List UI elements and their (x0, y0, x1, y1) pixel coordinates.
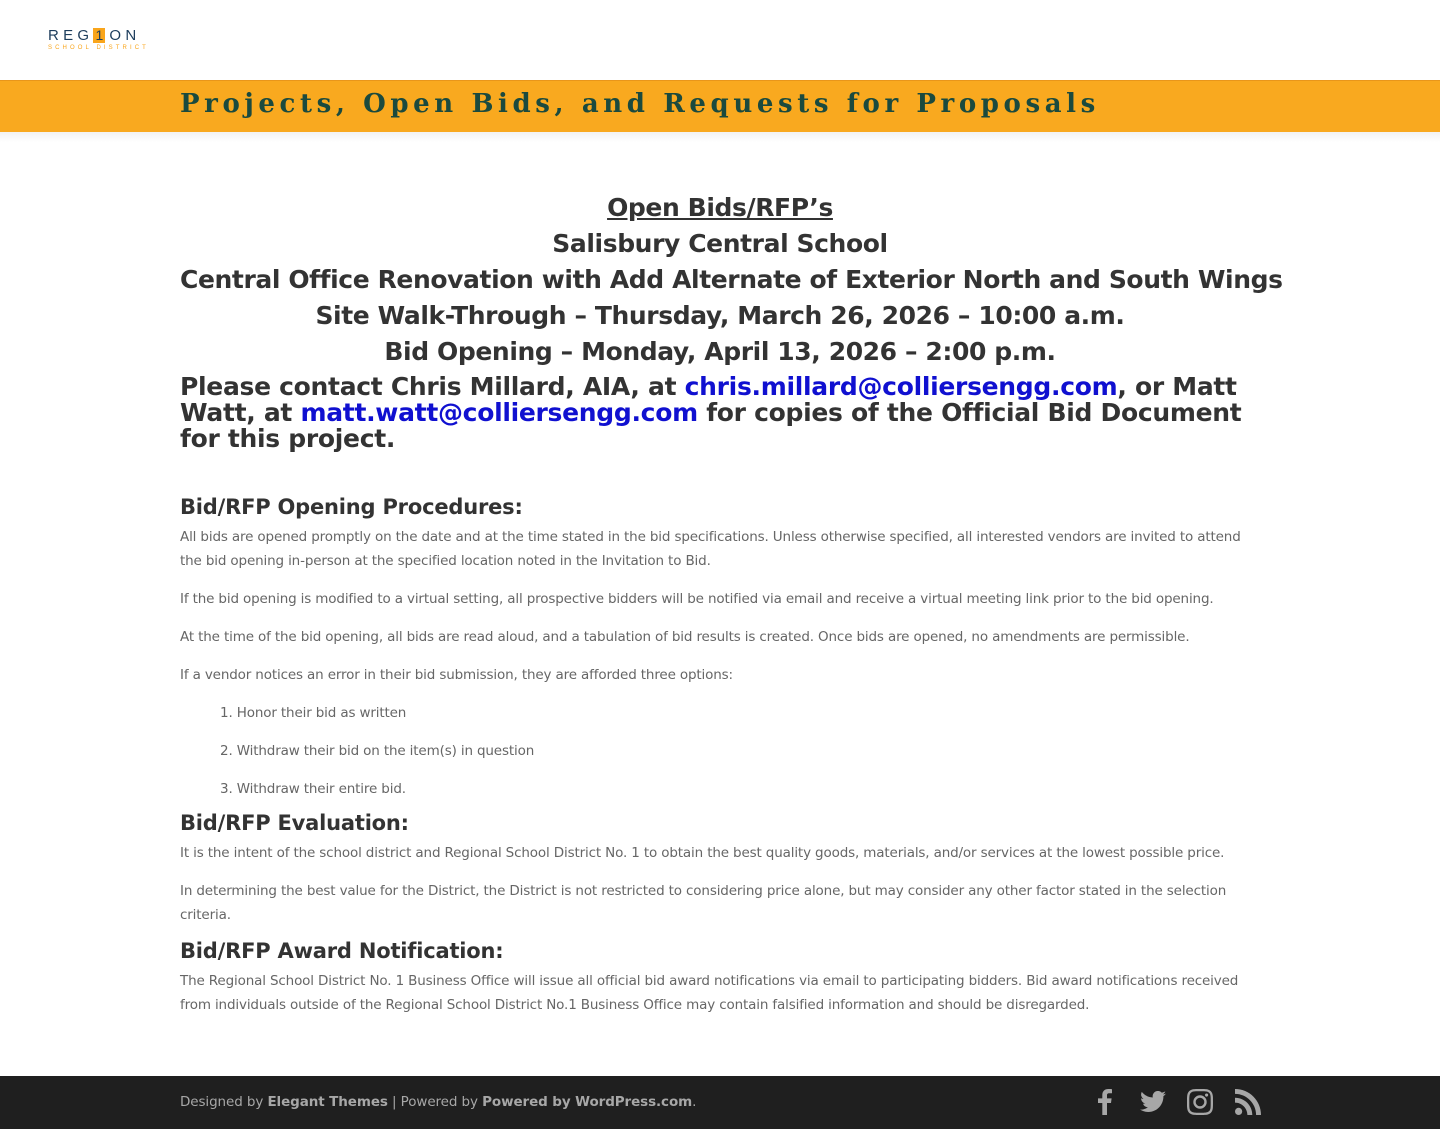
award-paragraph-1: The Regional School District No. 1 Business Office will issue all official bid award notifications via email to participating bidders. Bid award notifications received from individuals outside of the Regional School District No.1 Business Office may contain falsified information and should be disregarded. (180, 973, 1239, 1013)
page-title-banner (0, 80, 1440, 132)
bid-notice (180, 190, 1283, 370)
main-content (180, 190, 1283, 1017)
notice-school: Salisbury Central School (552, 229, 888, 258)
error-options-list (220, 701, 1260, 801)
contact-prefix: Please contact Chris Millard, AIA, at (180, 372, 685, 401)
instagram-icon[interactable] (1186, 1088, 1214, 1116)
site-footer (0, 1076, 1440, 1129)
procedures-title: Bid/RFP Opening Procedures: (180, 495, 523, 519)
evaluation-paragraph-1: It is the intent of the school district and Regional School District No. 1 to obtain the best quality goods, materials, and/or services at the lowest possible price. (180, 845, 1225, 861)
wordpress-link[interactable]: Powered by WordPress.com (482, 1094, 693, 1110)
procedures-paragraph-3: At the time of the bid opening, all bids are read aloud, and a tabulation of bid results is created. Once bids are opened, no amendments are permissible. (180, 629, 1190, 645)
footer-credits (180, 1094, 696, 1110)
evaluation-paragraph-2: In determining the best value for the District, the District is not restricted to considering price alone, but may consider any other factor stated in the selection criteria. (180, 883, 1227, 923)
footer-separator: | Powered by (387, 1094, 483, 1110)
facebook-icon[interactable] (1093, 1088, 1117, 1116)
email-link-matt-watt[interactable]: matt.watt@colliersengg.com (300, 398, 698, 427)
list-item: 2. Withdraw their bid on the item(s) in question (220, 743, 535, 759)
list-item: 1. Honor their bid as written (220, 705, 407, 721)
email-link-chris-millard[interactable]: chris.millard@colliersengg.com (684, 372, 1118, 401)
procedures-paragraph-1: All bids are opened promptly on the date and at the time stated in the bid specifications. Unless otherwise specified, all interested vendors are invited to attend the bid opening in-person at the specified location noted in the Invitation to Bid. (180, 529, 1241, 569)
logo-wordmark (48, 27, 154, 43)
notice-heading: Open Bids/RFP’s (607, 193, 833, 222)
contact-suffix: for copies of the Official Bid Document for this project. (180, 398, 1242, 453)
twitter-icon[interactable] (1139, 1088, 1167, 1116)
elegant-themes-link[interactable]: Elegant Themes (267, 1094, 388, 1110)
procedures-paragraph-4: If a vendor notices an error in their bid submission, they are afforded three options: (180, 667, 733, 683)
evaluation-title: Bid/RFP Evaluation: (180, 811, 409, 835)
footer-designed-by: Designed by (180, 1094, 268, 1110)
banner-divider (0, 132, 1440, 142)
notice-site-walk: Site Walk-Through – Thursday, March 26, 2026 – 10:00 a.m. (315, 301, 1125, 330)
site-header (0, 0, 1440, 80)
rss-icon[interactable] (1234, 1088, 1262, 1116)
procedures-paragraph-2: If the bid opening is modified to a virtual setting, all prospective bidders will be notified via email and receive a virtual meeting link prior to the bid opening. (180, 591, 1214, 607)
award-title: Bid/RFP Award Notification: (180, 939, 504, 963)
footer-period: . (692, 1094, 697, 1110)
contact-middle: , or Matt Watt, at (180, 372, 1237, 427)
notice-bid-opening: Bid Opening – Monday, April 13, 2026 – 2:00 p.m. (384, 337, 1056, 366)
logo-word-start: REG (48, 26, 94, 44)
notice-project: Central Office Renovation with Add Alternate of Exterior North and South Wings (180, 265, 1283, 294)
logo-word-end: ON (109, 26, 141, 44)
list-item: 3. Withdraw their entire bid. (220, 781, 406, 797)
logo-digit: 1 (93, 28, 105, 43)
contact-paragraph (180, 374, 1260, 452)
page-title: Projects, Open Bids, and Requests for Proposals (180, 89, 1100, 119)
logo-subtitle: SCHOOL DISTRICT (48, 45, 149, 51)
site-logo[interactable] (48, 27, 154, 55)
